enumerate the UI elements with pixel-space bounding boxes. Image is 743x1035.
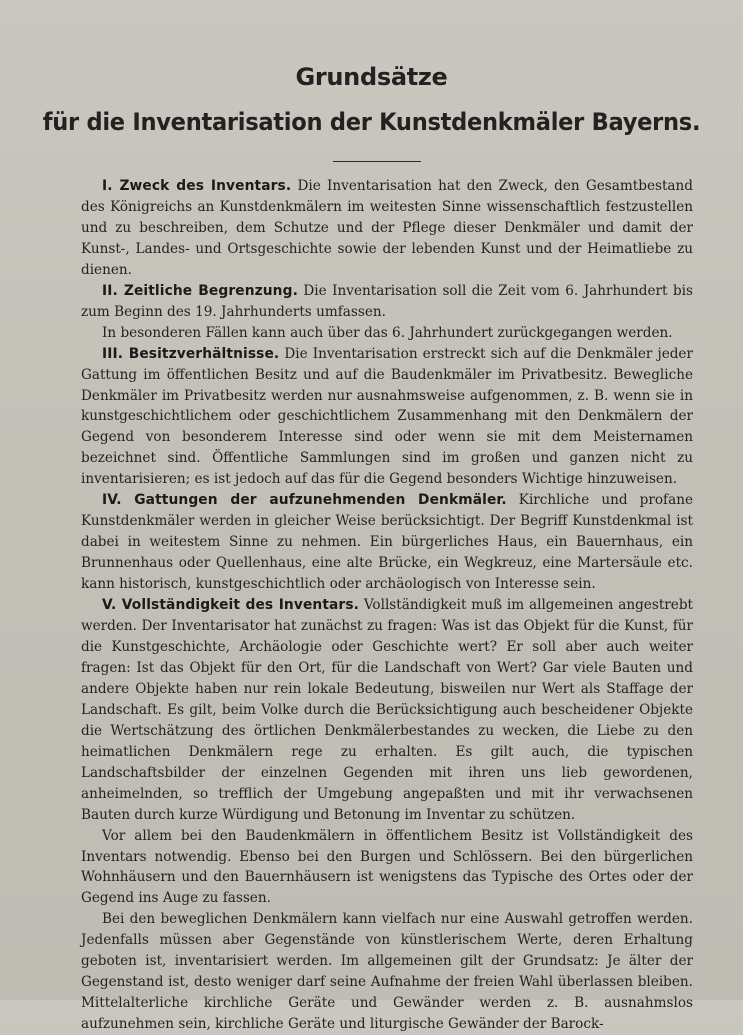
section-gattungen [81,490,693,595]
section-zeitliche-begrenzung [81,281,693,323]
section-zweck [81,176,693,281]
paragraph-baudenkmaeler [81,826,693,910]
section-text: Die Inventarisation hat den Zweck, den Gesamtbestand des Königreichs an Kunstdenkmälern im weitesten Sinne wissenschaftlich festzustellen und zu beschreiben, dem Schutze und der Pflege dieser Denkmäler und damit der Kunst-, Landes- und Ortsgeschichte sowie der lebenden Kunst und der Heimatliebe zu dienen. [81,178,693,278]
section-besitzverhaeltnisse [81,344,693,491]
document-body [81,176,693,1035]
section-text: Die Inventarisation erstreckt sich auf die Denkmäler jeder Gattung im öffentlichen Besitz und auf die Baudenkmäler im Privatbesitz. Bewegliche Denkmäler im Privatbesitz werden nur ausnahmsweise aufgenommen, z. B. wenn sie in kunstgeschichtlichem oder geschichtlichem Zusammenhang mit den Denkmälern der Gegend von besonderem Interesse sind oder wenn sie mit dem Meisternamen bezeichnet sind. Öffentliche Sammlungen sind im großen und ganzen nicht zu inventarisieren; es ist jedoch auf das für die Gegend besonders Wichtige hinzuweisen. [81,345,693,488]
section-heading: IV. Gattungen der aufzunehmenden Denkmäler. [102,492,507,509]
section-vollstaendigkeit [81,595,693,825]
paragraph-text: In besonderen Fällen kann auch über das 6. Jahrhundert zurückgegangen werden. [102,324,673,341]
section-text: Vollständigkeit muß im allgemeinen angestrebt werden. Der Inventarisator hat zunächst zu fragen: Was ist das Objekt für die Kunst, für die Kunstgeschichte, Archäologie oder Geschichte wert? Er soll aber auch weiter fragen: Ist das Objekt für den Ort, für die Landschaft von Wert? Gar viele Bauten und andere Objekte haben nur rein lokale Bedeutung, bisweilen nur Wert als Staffage der Landschaft. Es gilt, beim Volke durch die Berücksichtigung auch bescheidener Objekte die Wertschätzung des örtlichen Denkmälerbestandes zu wecken, die Liebe zu den heimatlichen Denkmälern rege zu erhalten. Es gilt auch, die typischen Landschaftsbilder der einzelnen Gegenden mit ihren uns lieb gewordenen, anheimelnden, so trefflich der Umgebung angepaßten und mit ihr verwachsenen Bauten durch kurze Würdigung und Betonung im Inventar zu schützen. [81,597,693,823]
paragraph-text: Bei den beweglichen Denkmälern kann vielfach nur eine Auswahl getroffen werden. Jedenfalls müssen aber Gegenstände von künstlerischem Werte, deren Erhaltung geboten ist, inventarisiert werden. Im allgemeinen gilt der Grundsatz: Je älter der Gegenstand ist, desto weniger darf seine Aufnahme der freien Wahl überlassen bleiben. Mittelalterliche kirchliche Geräte und Gewänder werden z. B. ausnahmslos aufzunehmen sein, kirchliche Geräte und liturgische Gewänder der Barock- [81,911,693,1033]
section-heading: V. Vollständigkeit des Inventars. [102,597,359,614]
section-heading: III. Besitzverhältnisse. [102,345,280,362]
paragraph-bewegliche-denkmaeler [81,909,693,1035]
section-heading: I. Zweck des Inventars. [102,178,292,194]
page-subtitle: für die Inventarisation der Kunstdenkmäler Bayerns. [42,108,701,136]
paragraph-text: Vor allem bei den Baudenkmälern in öffentlichem Besitz ist Vollständigkeit des Inventars notwendig. Ebenso bei den Burgen und Schlössern. Bei den bürgerlichen Wohnhäusern und den Bauernhäusern ist wenigstens das Typische des Ortes oder der Gegend ins Auge zu fassen. [81,827,693,907]
section-text: Kirchliche und profane Kunstdenkmäler werden in gleicher Weise berücksichtigt. Der Begriff Kunstdenkmal ist dabei in weitestem Sinne zu nehmen. Ein bürgerliches Haus, ein Bauernhaus, ein Brunnenhaus oder Quellenhaus, eine alte Brücke, ein Wegkreuz, eine Martersäule etc. kann historisch, kunstgeschichtlich oder archäologisch von Interesse sein. [81,492,693,593]
paragraph-besondere-faelle [81,323,693,344]
page-title: Grundsätze [295,63,448,91]
section-text: Die Inventarisation soll die Zeit vom 6. Jahrhundert bis zum Beginn des 19. Jahrhunderts umfassen. [81,282,693,320]
section-heading: II. Zeitliche Begrenzung. [102,282,298,299]
title-divider [333,161,421,162]
